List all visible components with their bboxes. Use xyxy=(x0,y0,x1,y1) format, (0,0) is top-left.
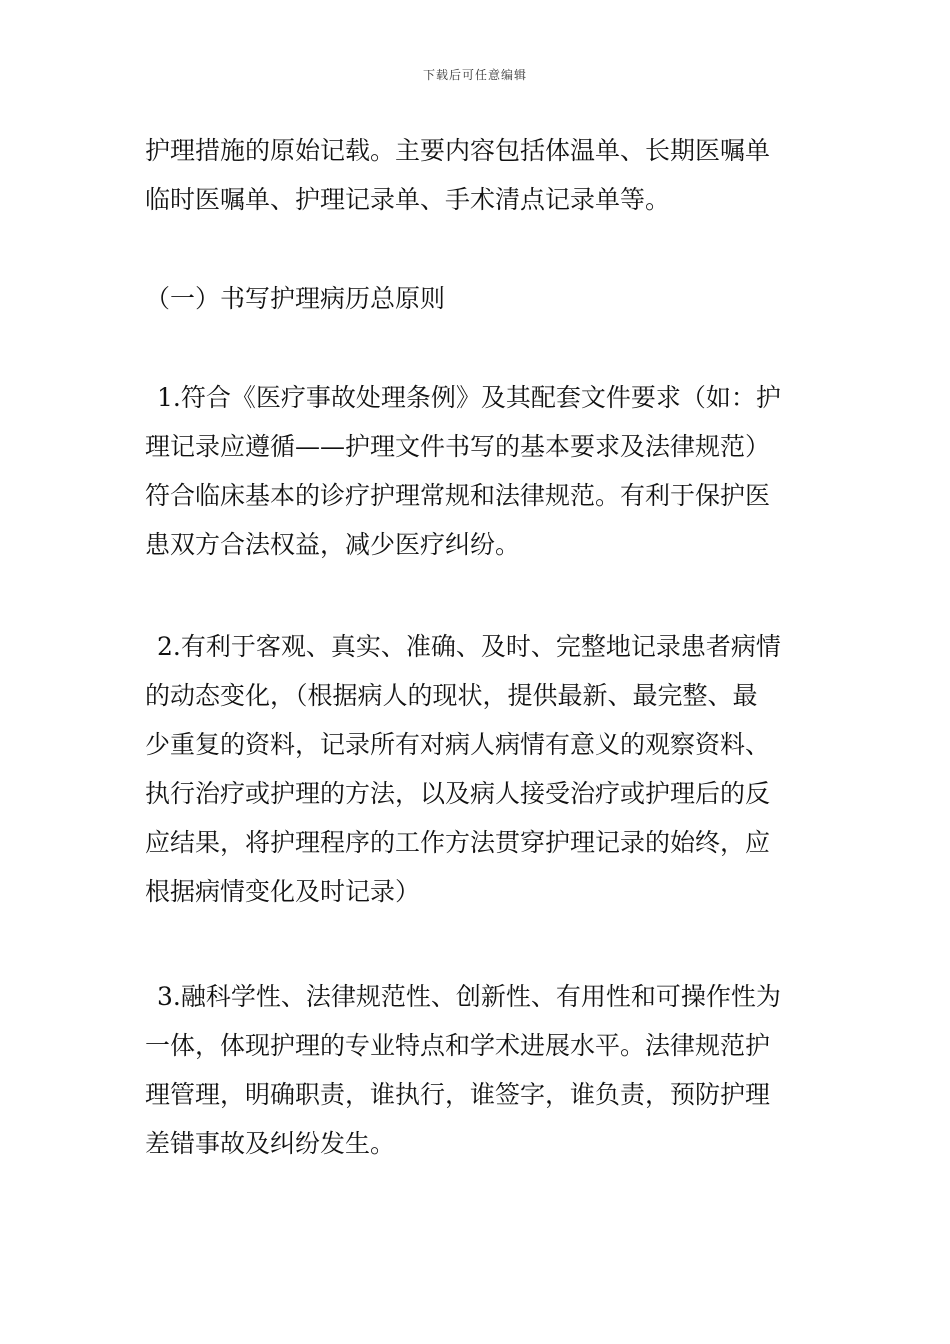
item-2-line-2: 的动态变化，（根据病人的现状，提供最新、最完整、最 xyxy=(145,681,758,710)
item-3-line-4: 差错事故及纠纷发生。 xyxy=(145,1129,396,1158)
item-2-line-3: 少重复的资料，记录所有对病人病情有意义的观察资料、 xyxy=(145,730,771,759)
intro-paragraph xyxy=(145,126,807,224)
intro-line-1: 护理措施的原始记载。主要内容包括体温单、长期医嘱单 xyxy=(145,136,771,165)
page-header-note: 下载后可任意编辑 xyxy=(422,68,527,82)
section-heading: （一）书写护理病历总原则 xyxy=(145,284,446,313)
item-1-line-2: 理记录应遵循——护理文件书写的基本要求及法律规范） xyxy=(145,432,771,461)
item-2-line-6: 根据病情变化及时记录） xyxy=(145,877,421,906)
item-2-paragraph xyxy=(145,622,807,916)
item-2-line-5: 应结果，将护理程序的工作方法贯穿护理记录的始终，应 xyxy=(145,828,771,857)
item-1-line-4: 患双方合法权益，减少医疗纠纷。 xyxy=(145,530,521,559)
item-3-paragraph xyxy=(145,972,807,1168)
item-2-line-1: 2.有利于客观、真实、准确、及时、完整地记录患者病情 xyxy=(157,632,781,661)
intro-line-2: 临时医嘱单、护理记录单、手术清点记录单等。 xyxy=(145,185,671,214)
item-3-line-2: 一体，体现护理的专业特点和学术进展水平。法律规范护 xyxy=(145,1031,771,1060)
item-3-line-1: 3.融科学性、法律规范性、创新性、有用性和可操作性为 xyxy=(157,982,781,1011)
item-2-line-4: 执行治疗或护理的方法，以及病人接受治疗或护理后的反 xyxy=(145,779,771,808)
item-1-paragraph xyxy=(145,373,807,569)
item-1-line-1: 1.符合《医疗事故处理条例》及其配套文件要求（如：护 xyxy=(157,383,781,412)
item-1-line-3: 符合临床基本的诊疗护理常规和法律规范。有利于保护医 xyxy=(145,481,771,510)
item-3-line-3: 理管理，明确职责，谁执行，谁签字，谁负责，预防护理 xyxy=(145,1080,771,1109)
